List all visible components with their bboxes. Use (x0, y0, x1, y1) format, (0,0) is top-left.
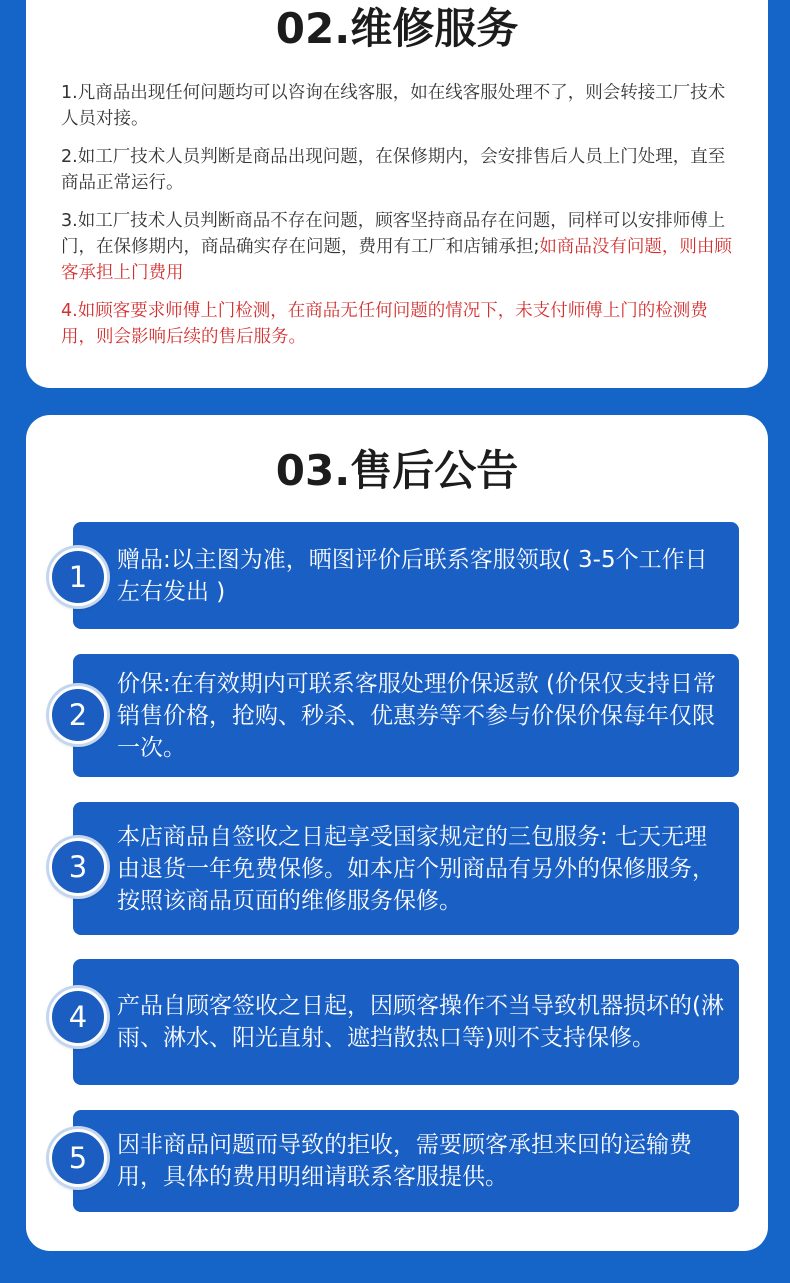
notice-item-1-text: 赠品:以主图为准，晒图评价后联系客服领取( 3-5个工作日左右发出 ) (117, 546, 708, 605)
repair-item-4-red-text: 4.如顾客要求师傅上门检测，在商品无任何问题的情况下，未支付师傅上门的检测费用，则会影响后续的售后服务。 (61, 301, 708, 347)
repair-item-1-text: 1.凡商品出现任何问题均可以咨询在线客服，如在线客服处理不了，则会转接工厂技术人员对接。 (61, 83, 726, 129)
notice-number-badge-2: 2 (49, 686, 107, 744)
notice-item-2 (73, 654, 739, 777)
notice-section-title: 03.售后公告 (275, 446, 519, 495)
notice-item-3-text: 本店商品自签收之日起享受国家规定的三包服务: 七天无理由退货一年免费保修。如本店个别商品有另外的保修服务，按照该商品页面的维修服务保修。 (117, 823, 715, 914)
repair-item-3-text: 3.如工厂技术人员判断商品不存在问题，顾客坚持商品存在问题，同样可以安排师傅上门，在保修期内，商品确实存在问题，费用有工厂和店铺承担; (61, 211, 726, 257)
notice-number-badge-1: 1 (49, 548, 107, 606)
repair-item-2-text: 2.如工厂技术人员判断是商品出现问题，在保修期内，会安排售后人员上门处理，直至商品正常运行。 (61, 147, 726, 193)
notice-number-badge-5: 5 (49, 1129, 107, 1187)
notice-item-5-text: 因非商品问题而导致的拒收，需要顾客承担来回的运输费用，具体的费用明细请联系客服提供。 (117, 1132, 692, 1190)
notice-item-5 (73, 1110, 739, 1212)
repair-item-3 (61, 208, 741, 286)
repair-section-title: 02.维修服务 (275, 4, 519, 53)
repair-item-1 (61, 80, 741, 132)
notice-item-4-text: 产品自顾客签收之日起，因顾客操作不当导致机器损坏的(淋雨、淋水、阳光直射、遮挡散热口等)则不支持保修。 (117, 993, 724, 1051)
repair-item-3-red-text: 如商品没有问题，则由顾客承担上门费用 (61, 237, 732, 283)
repair-item-4 (61, 298, 741, 350)
notice-item-3 (73, 802, 739, 935)
notice-item-1 (73, 522, 739, 629)
notice-number-badge-3: 3 (49, 838, 107, 896)
notice-item-2-text: 价保:在有效期内可联系客服处理价保返款 (价保仅支持日常销售价格，抢购、秒杀、优惠券等不参与价保价保每年仅限一次。 (117, 670, 717, 761)
notice-item-4 (73, 959, 739, 1085)
notice-number-badge-4: 4 (49, 988, 107, 1046)
repair-service-card (26, 0, 768, 388)
after-sales-notice-card (26, 415, 768, 1251)
repair-item-2 (61, 144, 741, 196)
